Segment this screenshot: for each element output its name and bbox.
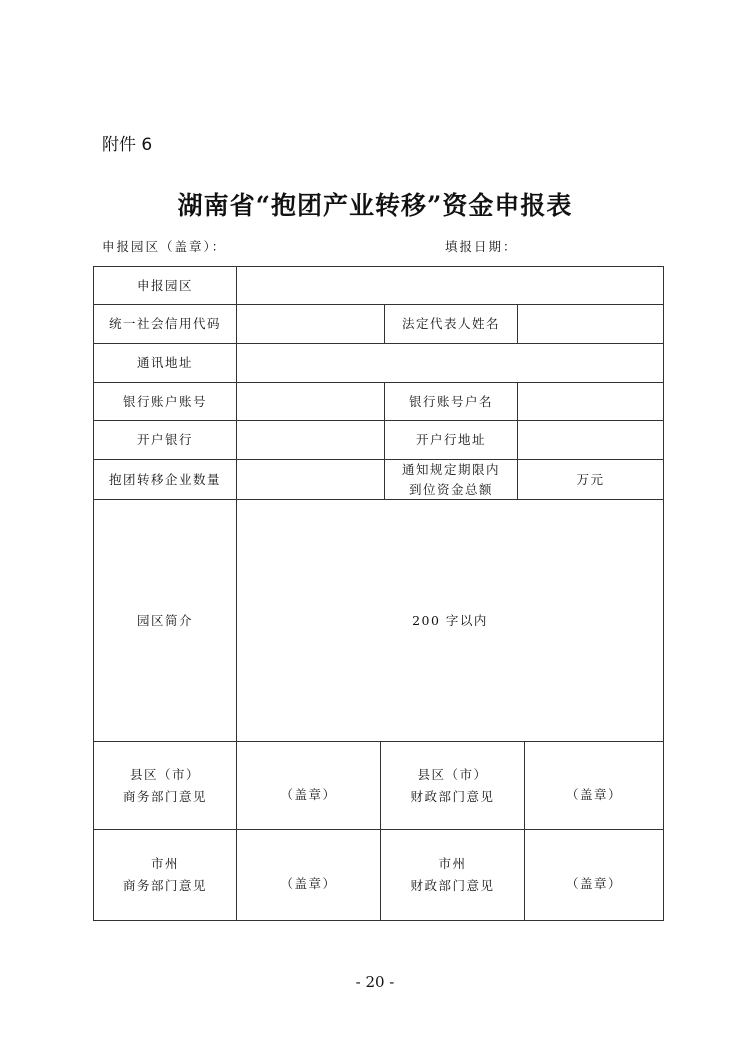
- county-finance-line2: 财政部门意见: [410, 788, 495, 804]
- field-credit-code[interactable]: [236, 304, 385, 344]
- county-finance-line1: 县区（市）: [417, 766, 488, 782]
- county-commerce-line1: 县区（市）: [129, 766, 200, 782]
- city-commerce-line2: 商务部门意见: [122, 878, 207, 893]
- label-credit-code: 统一社会信用代码: [93, 304, 237, 344]
- field-bank-address[interactable]: [517, 420, 664, 460]
- city-commerce-line1: 市州: [150, 856, 179, 871]
- page-number: - 20 -: [355, 973, 395, 991]
- label-bank: 开户银行: [93, 420, 237, 460]
- label-enterprise-count: 抱团转移企业数量: [93, 459, 237, 500]
- seal-label: （盖章）: [280, 876, 337, 891]
- label-address: 通讯地址: [93, 343, 237, 383]
- field-city-finance[interactable]: [524, 829, 664, 921]
- field-bank-account[interactable]: [236, 382, 385, 421]
- county-commerce-line2: 商务部门意见: [122, 788, 207, 804]
- label-account-name: 银行账号户名: [384, 382, 518, 421]
- field-county-commerce[interactable]: [236, 741, 381, 830]
- field-county-finance[interactable]: [524, 741, 664, 830]
- label-bank-account: 银行账户账号: [93, 382, 237, 421]
- label-intro: 园区简介: [93, 499, 237, 742]
- intro-hint: 200 字以内: [412, 612, 488, 628]
- field-park[interactable]: [236, 266, 664, 305]
- document-title: 湖南省“抱团产业转移”资金申报表: [177, 191, 573, 220]
- city-finance-line1: 市州: [438, 856, 467, 871]
- label-county-commerce: [93, 741, 237, 830]
- label-park: 申报园区: [93, 266, 237, 305]
- field-enterprise-count[interactable]: [236, 459, 385, 500]
- label-county-finance: [380, 741, 525, 830]
- field-account-name[interactable]: [517, 382, 664, 421]
- field-address[interactable]: [236, 343, 664, 383]
- field-intro[interactable]: [236, 499, 664, 742]
- label-city-finance: [380, 829, 525, 921]
- field-funds-total[interactable]: [517, 459, 664, 500]
- field-city-commerce[interactable]: [236, 829, 381, 921]
- label-bank-address: 开户行地址: [384, 420, 518, 460]
- field-legal-rep[interactable]: [517, 304, 664, 344]
- date-label: 填报日期：: [445, 239, 518, 254]
- seal-label: （盖章）: [565, 876, 622, 891]
- field-bank[interactable]: [236, 420, 385, 460]
- label-legal-rep: 法定代表人姓名: [384, 304, 518, 344]
- seal-label: （盖章）: [565, 786, 622, 802]
- funds-label-line1: 通知规定期限内: [401, 461, 500, 477]
- funds-label-line2: 到位资金总额: [408, 481, 493, 497]
- seal-label: （盖章）: [280, 786, 337, 802]
- attachment-label: 附件 6: [102, 135, 153, 155]
- label-funds-total: [384, 459, 518, 500]
- applicant-label: 申报园区（盖章）：: [102, 239, 227, 254]
- funds-unit: 万元: [576, 471, 605, 487]
- label-city-commerce: [93, 829, 237, 921]
- city-finance-line2: 财政部门意见: [410, 878, 495, 893]
